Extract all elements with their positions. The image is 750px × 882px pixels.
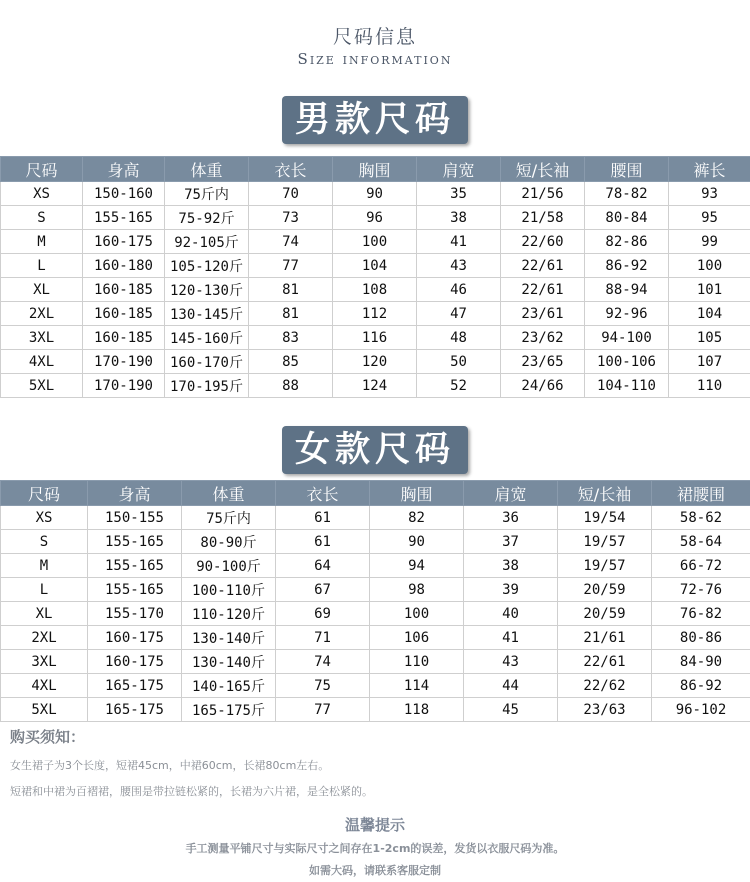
table-cell: 66-72: [652, 554, 750, 578]
table-cell: 75-92斤: [165, 206, 249, 230]
men-column-header: 尺码: [1, 157, 83, 182]
table-cell: 160-180: [83, 254, 165, 278]
table-cell: 22/61: [501, 254, 585, 278]
table-cell: 100: [333, 230, 417, 254]
men-column-header: 胸围: [333, 157, 417, 182]
table-cell: 155-165: [88, 530, 182, 554]
table-cell: 64: [276, 554, 370, 578]
table-row: [1, 326, 750, 350]
table-cell: S: [1, 530, 88, 554]
table-cell: 145-160斤: [165, 326, 249, 350]
table-cell: 35: [417, 182, 501, 206]
women-column-header: 肩宽: [464, 481, 558, 506]
table-cell: 21/56: [501, 182, 585, 206]
size-info-title-cn: 尺码信息: [332, 26, 417, 48]
table-cell: 61: [276, 530, 370, 554]
purchase-note-line: 女生裙子为3个长度，短裙45cm，中裙60cm，长裙80cm左右。: [10, 759, 330, 772]
table-row: [1, 230, 750, 254]
table-cell: 94: [370, 554, 464, 578]
table-cell: 23/63: [558, 698, 652, 722]
table-cell: 160-175: [88, 650, 182, 674]
men-size-badge: 男款尺码: [282, 96, 468, 144]
table-cell: 23/65: [501, 350, 585, 374]
table-cell: 165-175: [88, 674, 182, 698]
table-cell: 165-175斤: [182, 698, 276, 722]
table-cell: 107: [669, 350, 750, 374]
women-size-table: [0, 480, 750, 722]
table-row: [1, 206, 750, 230]
table-row: [1, 650, 750, 674]
table-cell: 74: [276, 650, 370, 674]
table-cell: 23/62: [501, 326, 585, 350]
table-cell: 80-90斤: [182, 530, 276, 554]
table-cell: 160-170斤: [165, 350, 249, 374]
table-cell: 4XL: [1, 674, 88, 698]
table-cell: 108: [333, 278, 417, 302]
table-cell: 38: [464, 554, 558, 578]
table-cell: 70: [249, 182, 333, 206]
table-cell: 94-100: [585, 326, 669, 350]
table-cell: 20/59: [558, 602, 652, 626]
table-cell: 93: [669, 182, 750, 206]
table-cell: 74: [249, 230, 333, 254]
table-cell: 44: [464, 674, 558, 698]
size-info-title-en: Size information: [297, 50, 453, 68]
table-cell: 77: [276, 698, 370, 722]
table-cell: 73: [249, 206, 333, 230]
table-cell: 130-145斤: [165, 302, 249, 326]
table-cell: M: [1, 230, 83, 254]
men-header-row: [1, 157, 750, 182]
table-cell: 58-64: [652, 530, 750, 554]
table-row: [1, 554, 750, 578]
women-column-header: 身高: [88, 481, 182, 506]
table-cell: 24/66: [501, 374, 585, 398]
table-cell: 160-185: [83, 326, 165, 350]
table-cell: 98: [370, 578, 464, 602]
table-cell: 72-76: [652, 578, 750, 602]
table-cell: 43: [464, 650, 558, 674]
table-cell: 69: [276, 602, 370, 626]
table-cell: 130-140斤: [182, 650, 276, 674]
table-cell: 37: [464, 530, 558, 554]
table-cell: 90-100斤: [182, 554, 276, 578]
table-cell: 104-110: [585, 374, 669, 398]
table-cell: 150-155: [88, 506, 182, 530]
table-cell: 21/61: [558, 626, 652, 650]
table-row: [1, 278, 750, 302]
table-cell: 96: [333, 206, 417, 230]
table-cell: 100-106: [585, 350, 669, 374]
table-cell: XS: [1, 506, 88, 530]
table-cell: 20/59: [558, 578, 652, 602]
table-cell: 77: [249, 254, 333, 278]
table-cell: 160-185: [83, 278, 165, 302]
table-cell: 41: [417, 230, 501, 254]
table-cell: S: [1, 206, 83, 230]
table-cell: 23/61: [501, 302, 585, 326]
table-cell: 2XL: [1, 302, 83, 326]
table-cell: 52: [417, 374, 501, 398]
table-cell: 39: [464, 578, 558, 602]
table-row: [1, 506, 750, 530]
table-cell: 95: [669, 206, 750, 230]
table-cell: 38: [417, 206, 501, 230]
table-cell: 47: [417, 302, 501, 326]
women-column-header: 裙腰围: [652, 481, 750, 506]
table-cell: 3XL: [1, 650, 88, 674]
table-cell: 114: [370, 674, 464, 698]
men-column-header: 体重: [165, 157, 249, 182]
table-cell: 101: [669, 278, 750, 302]
men-column-header: 衣长: [249, 157, 333, 182]
table-cell: 22/62: [558, 674, 652, 698]
table-cell: 80-84: [585, 206, 669, 230]
table-cell: 100: [669, 254, 750, 278]
table-cell: 110: [669, 374, 750, 398]
women-table-body: [1, 506, 750, 722]
table-cell: 2XL: [1, 626, 88, 650]
table-cell: 84-90: [652, 650, 750, 674]
table-cell: 155-165: [88, 578, 182, 602]
table-cell: 86-92: [585, 254, 669, 278]
table-cell: 48: [417, 326, 501, 350]
table-cell: XL: [1, 278, 83, 302]
table-cell: 36: [464, 506, 558, 530]
table-cell: 5XL: [1, 374, 83, 398]
warm-tips-line: 手工测量平铺尺寸与实际尺寸之间存在1-2cm的误差，发货以衣服尺码为准。: [185, 842, 565, 855]
women-column-header: 短/长袖: [558, 481, 652, 506]
table-cell: M: [1, 554, 88, 578]
table-cell: 90: [370, 530, 464, 554]
women-column-header: 尺码: [1, 481, 88, 506]
table-cell: 85: [249, 350, 333, 374]
table-row: [1, 698, 750, 722]
table-cell: 22/61: [501, 278, 585, 302]
table-cell: 160-185: [83, 302, 165, 326]
table-cell: L: [1, 254, 83, 278]
table-cell: 160-175: [88, 626, 182, 650]
table-cell: 150-160: [83, 182, 165, 206]
table-cell: 100: [370, 602, 464, 626]
table-cell: 165-175: [88, 698, 182, 722]
table-cell: 88: [249, 374, 333, 398]
table-cell: 80-86: [652, 626, 750, 650]
table-cell: 19/54: [558, 506, 652, 530]
table-cell: 81: [249, 278, 333, 302]
table-cell: 92-105斤: [165, 230, 249, 254]
table-cell: 106: [370, 626, 464, 650]
table-cell: 99: [669, 230, 750, 254]
men-column-header: 腰围: [585, 157, 669, 182]
table-cell: 71: [276, 626, 370, 650]
men-size-table: [0, 156, 750, 398]
women-size-badge: 女款尺码: [282, 426, 468, 474]
table-cell: 130-140斤: [182, 626, 276, 650]
table-cell: 19/57: [558, 530, 652, 554]
table-cell: 155-170: [88, 602, 182, 626]
men-column-header: 短/长袖: [501, 157, 585, 182]
table-row: [1, 374, 750, 398]
purchase-note-line: 短裙和中裙为百褶裙，腰围是带拉链松紧的，长裙为六片裙，是全松紧的。: [10, 785, 373, 798]
table-cell: L: [1, 578, 88, 602]
table-cell: 5XL: [1, 698, 88, 722]
table-row: [1, 350, 750, 374]
table-cell: 118: [370, 698, 464, 722]
warm-tips-title: 温馨提示: [344, 816, 405, 834]
table-cell: 40: [464, 602, 558, 626]
table-cell: 83: [249, 326, 333, 350]
table-cell: 124: [333, 374, 417, 398]
women-column-header: 胸围: [370, 481, 464, 506]
table-cell: 82-86: [585, 230, 669, 254]
table-cell: 120-130斤: [165, 278, 249, 302]
table-cell: 50: [417, 350, 501, 374]
men-column-header: 肩宽: [417, 157, 501, 182]
table-cell: 41: [464, 626, 558, 650]
table-cell: 110-120斤: [182, 602, 276, 626]
table-cell: 76-82: [652, 602, 750, 626]
purchase-notes-title: 购买须知：: [10, 728, 86, 746]
table-cell: 58-62: [652, 506, 750, 530]
table-cell: 160-175: [83, 230, 165, 254]
table-cell: 96-102: [652, 698, 750, 722]
table-cell: 90: [333, 182, 417, 206]
men-column-header: 裤长: [669, 157, 750, 182]
table-row: [1, 302, 750, 326]
women-column-header: 体重: [182, 481, 276, 506]
table-cell: 21/58: [501, 206, 585, 230]
table-cell: 19/57: [558, 554, 652, 578]
table-cell: 22/60: [501, 230, 585, 254]
table-cell: 81: [249, 302, 333, 326]
table-row: [1, 626, 750, 650]
table-cell: 61: [276, 506, 370, 530]
table-cell: 75斤内: [165, 182, 249, 206]
table-cell: 67: [276, 578, 370, 602]
table-cell: 155-165: [83, 206, 165, 230]
purchase-notes: [10, 726, 740, 799]
table-row: [1, 530, 750, 554]
table-cell: 3XL: [1, 326, 83, 350]
table-cell: XS: [1, 182, 83, 206]
table-cell: 104: [333, 254, 417, 278]
table-cell: 100-110斤: [182, 578, 276, 602]
table-row: [1, 602, 750, 626]
table-cell: 170-190: [83, 350, 165, 374]
table-cell: 105: [669, 326, 750, 350]
table-cell: 88-94: [585, 278, 669, 302]
women-column-header: 衣长: [276, 481, 370, 506]
table-cell: 105-120斤: [165, 254, 249, 278]
table-row: [1, 254, 750, 278]
warm-tips-line: 如需大码，请联系客服定制: [309, 864, 441, 877]
table-row: [1, 674, 750, 698]
table-cell: 82: [370, 506, 464, 530]
table-cell: 116: [333, 326, 417, 350]
table-cell: 75斤内: [182, 506, 276, 530]
table-row: [1, 578, 750, 602]
men-column-header: 身高: [83, 157, 165, 182]
table-cell: 170-190: [83, 374, 165, 398]
table-cell: 43: [417, 254, 501, 278]
men-table-body: [1, 182, 750, 398]
table-cell: 78-82: [585, 182, 669, 206]
table-cell: 112: [333, 302, 417, 326]
table-cell: 22/61: [558, 650, 652, 674]
table-cell: 170-195斤: [165, 374, 249, 398]
table-cell: 4XL: [1, 350, 83, 374]
table-cell: 45: [464, 698, 558, 722]
table-cell: 155-165: [88, 554, 182, 578]
table-cell: 46: [417, 278, 501, 302]
table-cell: 120: [333, 350, 417, 374]
table-cell: 104: [669, 302, 750, 326]
table-cell: 140-165斤: [182, 674, 276, 698]
table-cell: 92-96: [585, 302, 669, 326]
table-row: [1, 182, 750, 206]
table-cell: 86-92: [652, 674, 750, 698]
table-cell: 110: [370, 650, 464, 674]
table-cell: 75: [276, 674, 370, 698]
table-cell: XL: [1, 602, 88, 626]
women-header-row: [1, 481, 750, 506]
